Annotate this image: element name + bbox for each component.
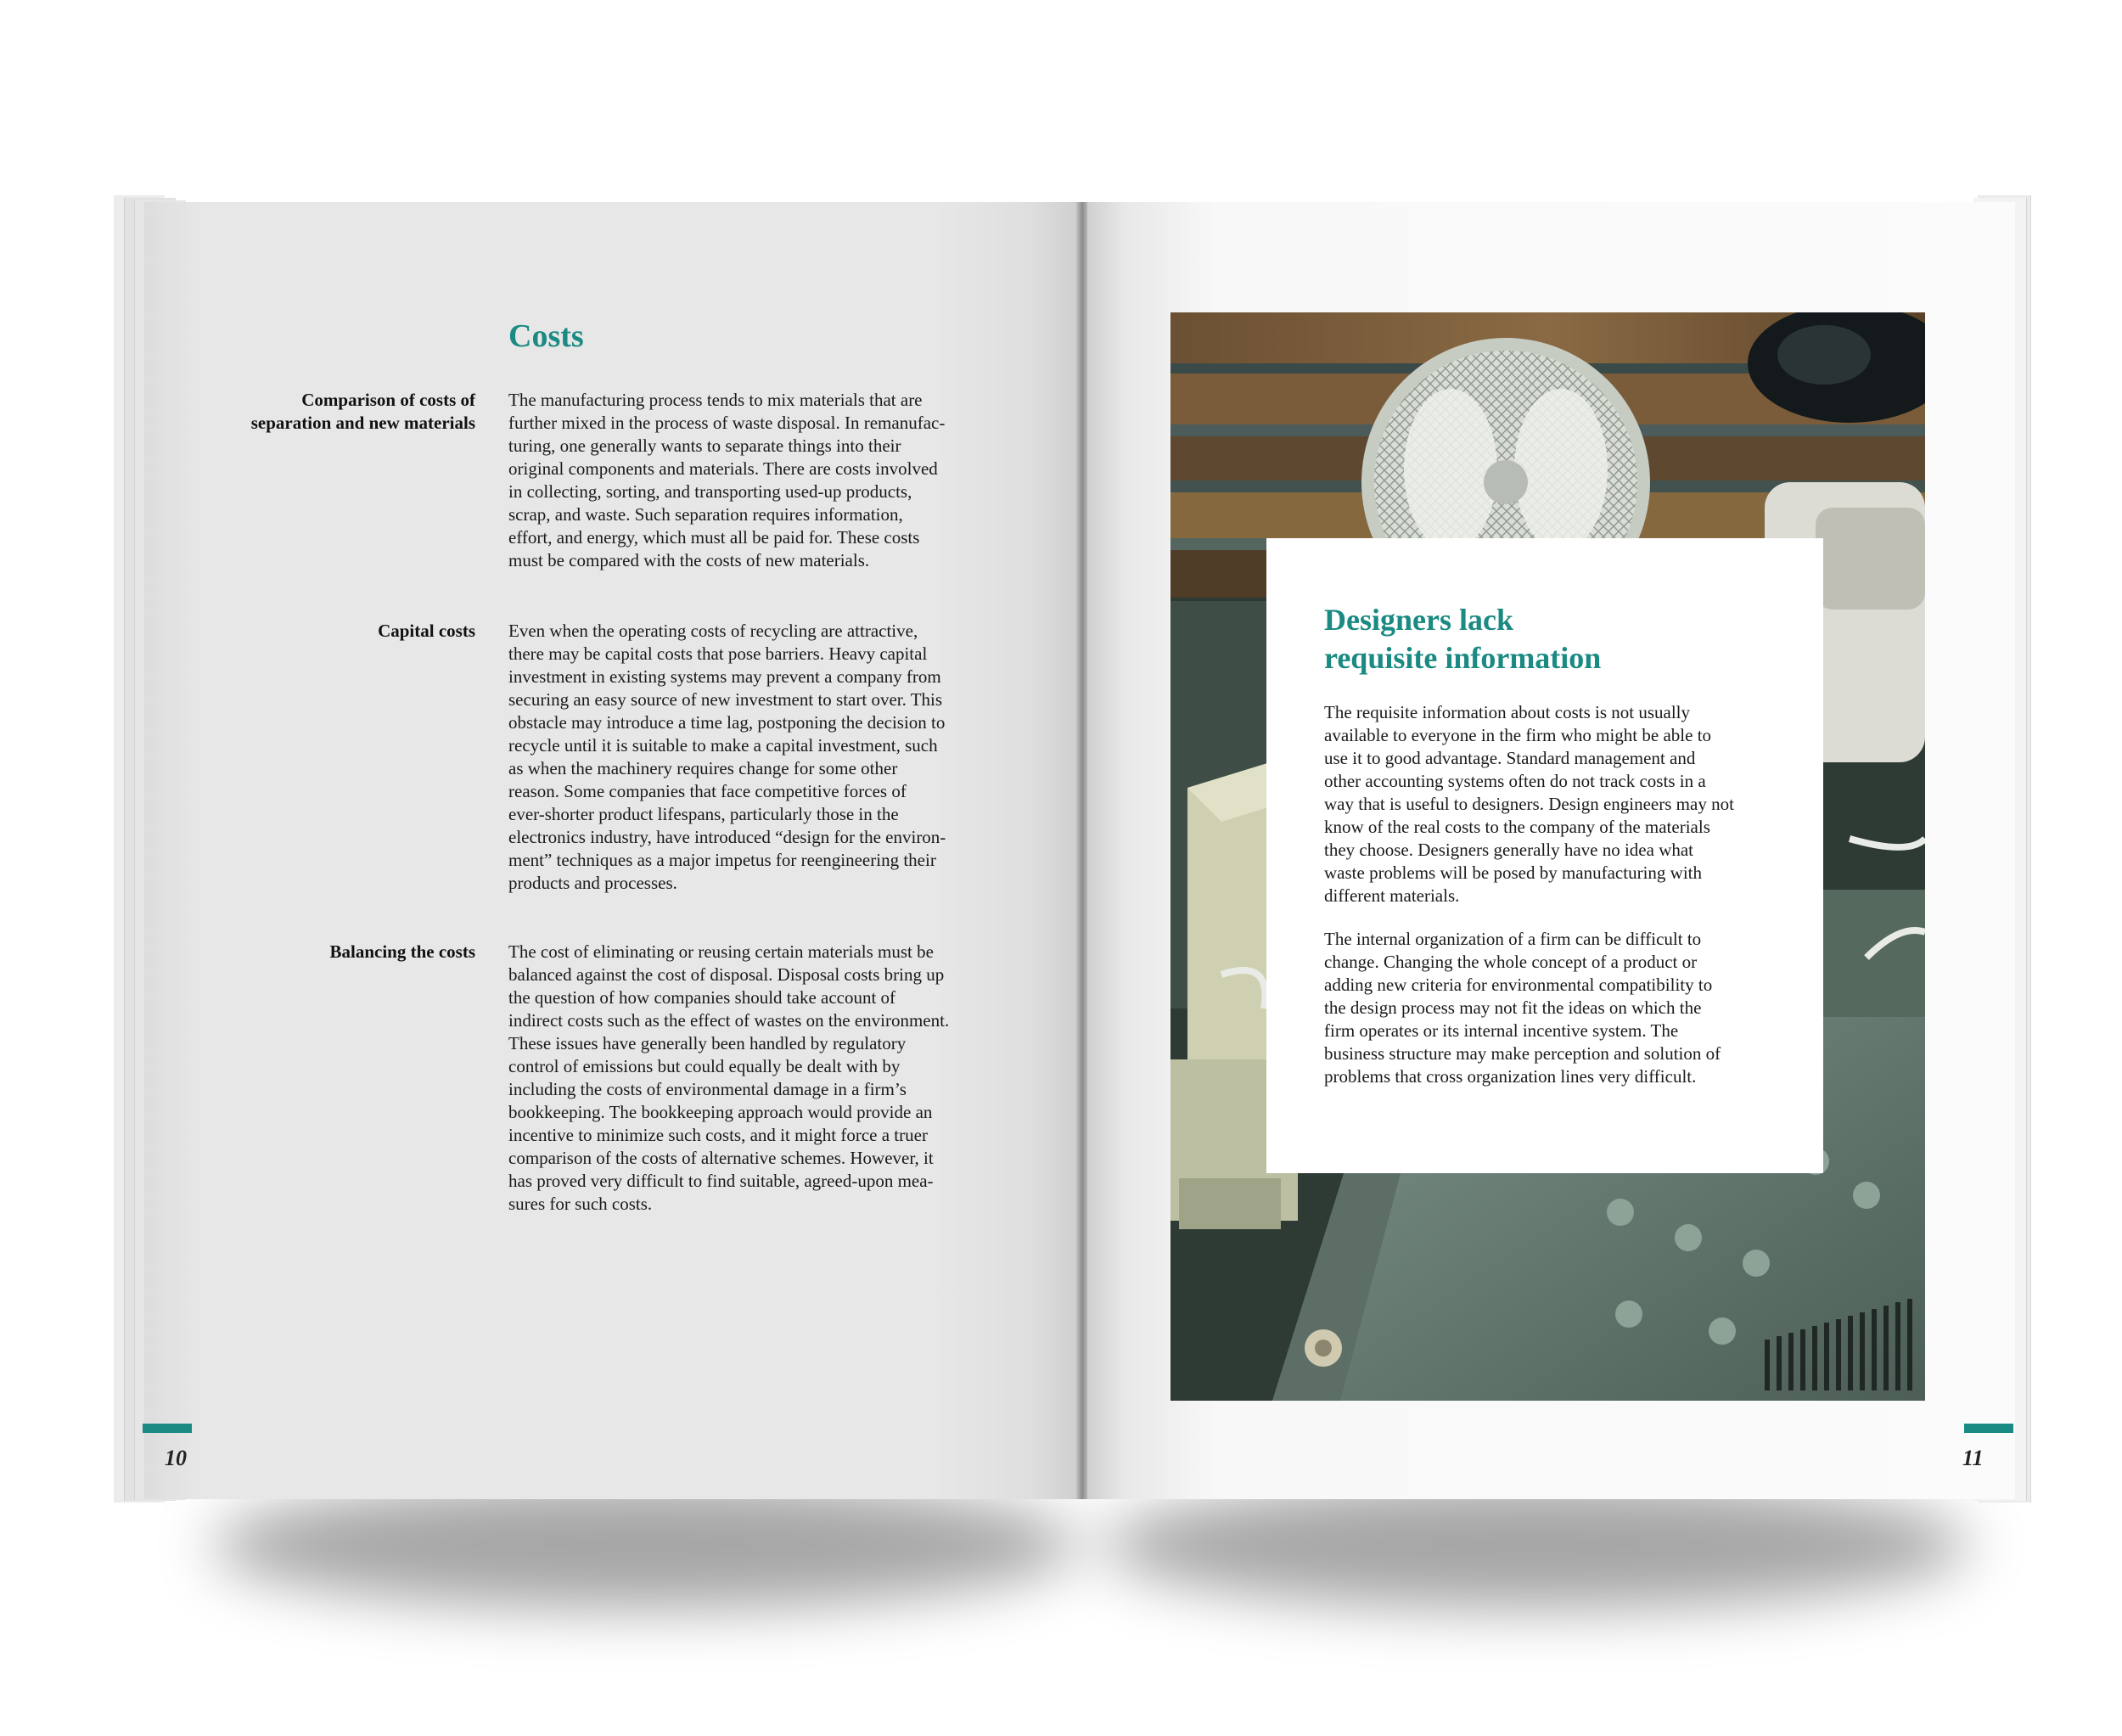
section-body-balancing: The cost of eliminating or reusing certain materials must be balanced against the cost of disposal. Disposal costs bring up the question of how companies should take account of indirect costs such as the effect of wastes on the environment. These issues have generally been handled by regulatory control of emissions but could equally be dealt with by including the costs of environmental damage in a firm’s bookkeeping. The bookkeeping approach would provide an incentive to minimize such costs, and it might force a truer comparison of the costs of alternative schemes. However, it has proved very difficult to find suitable, agreed-upon mea- sures for such costs. — [508, 941, 950, 1214]
section-body-comparison: The manufacturing process tends to mix materials that are further mixed in the process of waste disposal. In remanufac- turing, one generally wants to separate things into their original components and materials. There are costs involved in collecting, sorting, and transporting used-up products, scrap, and waste. Such separation requires information, effort, and energy, which must all be paid for. These costs must be compared with the costs of new materials. — [508, 390, 946, 570]
costs-heading: Costs — [508, 318, 584, 354]
right-drop-shadow — [1103, 1481, 1969, 1609]
designers-heading: Designers lack requisite information — [1324, 603, 1602, 675]
left-drop-shadow — [212, 1481, 1078, 1609]
card-paragraph-1: The requisite information about costs is not usually available to everyone in the firm who might be able to use it to good advantage. Standard management and other accounting systems often do not track costs in a way that is useful to designers. Design engineers may not know of the real costs to the company of the materials they choose. Designers generally have no idea what waste problems will be posed by manufacturing with different materials. — [1324, 702, 1734, 906]
right-folio-bar — [1964, 1424, 2013, 1433]
section-label-capital-costs: Capital costs — [378, 621, 475, 641]
left-page-number: 10 — [165, 1446, 187, 1470]
right-page-number: 11 — [1962, 1446, 1984, 1470]
section-body-capital-costs: Even when the operating costs of recycling are attractive, there may be capital costs that pose barriers. Heavy capital investment in existing systems may prevent a company from securing an easy source of new investment to start over. This obstacle may introduce a time lag, postponing the decision to recycle until it is suitable to make a capital investment, such as when the machinery requires change for some other reason. Some companies that face competitive forces of ever-shorter product lifespans, particularly those in the electronics industry, have introduced “design for the environ- ment” techniques as a major impetus for reengineering their products and processes. — [508, 621, 946, 893]
card-paragraph-2: The internal organization of a firm can be difficult to change. Changing the whole concept of a product or adding new criteria for environmental compatibility to the design process may not fit the ideas on which the firm operates or its internal incentive system. The business structure may make perception and solution of problems that cross organization lines very difficult. — [1324, 929, 1721, 1087]
spine-gutter — [1076, 202, 1088, 1499]
left-folio-bar — [143, 1424, 192, 1433]
section-label-comparison: Comparison of costs of separation and new materials — [250, 390, 475, 433]
section-label-balancing: Balancing the costs — [329, 941, 475, 962]
info-card — [1266, 538, 1823, 1173]
